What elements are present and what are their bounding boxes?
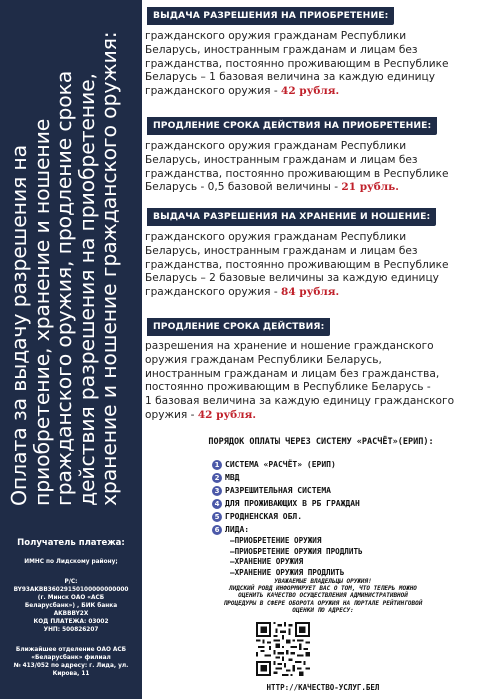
notice-line: ОЦЕНИТЬ КАЧЕСТВО ОСУЩЕСТВЛЕНИЯ АДМИНИСТРАТИВНОЙ bbox=[238, 592, 408, 600]
payee-line: AKBBBY2X bbox=[53, 611, 89, 617]
section-line: гражданства, постоянно проживающим в Республике bbox=[145, 57, 449, 70]
payee-line: BY93AKBB36029150100000000000 bbox=[13, 587, 129, 593]
order-step: 1 СИСТЕМА «РАСЧЁТ» (ЕРИП) bbox=[212, 458, 482, 471]
section-line: оружия - 42 рубля. bbox=[145, 408, 256, 421]
bank-line: Кирова, 11 bbox=[52, 671, 90, 677]
vertical-title: Оплата за выдачу разрешения на приобретение, хранение и ношение гражданского оружия, продление срока действия разрешения на приобретение, хранение и ношение гражданского оружия: bbox=[7, 31, 121, 506]
price-value: 84 рубля. bbox=[281, 286, 340, 299]
order-title: ПОРЯДОК ОПЛАТЫ ЧЕРЕЗ СИСТЕМУ «РАСЧЁТ»(ЕРИП): bbox=[208, 437, 434, 447]
section-title: ВЫДАЧА РАЗРЕШЕНИЯ НА ХРАНЕНИЕ И НОШЕНИЕ: bbox=[147, 208, 436, 226]
section-line: Беларусь, иностранным гражданам и лицам без bbox=[145, 153, 418, 166]
section-line: гражданства, постоянно проживающим в Республике bbox=[145, 167, 449, 180]
section-body bbox=[145, 340, 454, 423]
payee-line: Р/С: bbox=[64, 579, 78, 585]
section-line: гражданского оружия гражданам Республики bbox=[145, 231, 407, 243]
payee-line: ИМНС по Лидскому району; bbox=[24, 559, 118, 565]
section-line: Беларусь – 1 базовая величина за каждую единицу bbox=[145, 71, 436, 84]
section-line: 1 базовая величина за каждую единицу гражданского bbox=[145, 395, 455, 408]
section-line: Беларусь, иностранным гражданам и лицам без bbox=[145, 244, 418, 257]
section-line: Беларусь, иностранным гражданам и лицам без bbox=[145, 43, 418, 56]
order-step: 6 ЛИДА: bbox=[212, 523, 482, 536]
section-line: гражданства, постоянно проживающим в Республике bbox=[145, 258, 449, 271]
price-value: 42 рубля. bbox=[197, 408, 256, 421]
payee-block bbox=[0, 538, 142, 678]
section-body bbox=[145, 231, 449, 300]
payee-line: (г. Минск ОАО «АСБ bbox=[37, 595, 105, 601]
rating-site-link[interactable]: HTTP://КАЧЕСТВО-УСЛУГ.БЕЛ bbox=[266, 683, 380, 692]
section-line: иностранным гражданам и лицам без гражданства, bbox=[145, 367, 440, 380]
sidebar bbox=[0, 0, 142, 699]
step-number-badge: 3 bbox=[212, 486, 222, 496]
notice-line: УВАЖАЕМЫЕ ВЛАДЕЛЬЦЫ ОРУЖИЯ! bbox=[274, 578, 372, 585]
section-title: ВЫДАЧА РАЗРЕШЕНИЯ НА ПРИОБРЕТЕНИЕ: bbox=[147, 7, 394, 25]
section-line: Беларусь - 0,5 базовой величины - 21 рубль. bbox=[145, 181, 399, 194]
order-step: 5 ГРОДНЕНСКАЯ ОБЛ. bbox=[212, 510, 482, 523]
section-line: постоянно проживающим в Республике Беларусь - bbox=[145, 381, 431, 394]
section-body bbox=[145, 140, 449, 195]
qr-code-icon[interactable] bbox=[256, 622, 310, 676]
bank-line: Ближайшее отделение ОАО АСБ bbox=[15, 647, 127, 653]
order-step: 2 МВД bbox=[212, 471, 482, 484]
payee-line: КОД ПЛАТЕЖА: 03002 bbox=[33, 619, 109, 625]
order-sub-item: –ХРАНЕНИЕ ОРУЖИЯ bbox=[230, 557, 304, 566]
section-line: Беларусь – 2 базовые величины за каждую единицу bbox=[145, 272, 439, 285]
step-number-badge: 5 bbox=[212, 512, 222, 522]
notice-line: ОЦЕНКИ ПО АДРЕСУ: bbox=[292, 606, 354, 614]
notice-line: ЛИДСКИЙ РОВД ИНФОРМИРУЕТ ВАС О ТОМ, ЧТО ТЕПЕРЬ МОЖНО bbox=[229, 585, 417, 593]
order-sub-item: –ХРАНЕНИЕ ОРУЖИЯ ПРОДЛИТЬ bbox=[230, 567, 345, 577]
price-value: 42 рубля. bbox=[281, 85, 340, 98]
section-title: ПРОДЛЕНИЕ СРОКА ДЕЙСТВИЯ: bbox=[147, 318, 330, 336]
payee-line: УНП: 500826207 bbox=[43, 627, 99, 633]
notice-line: ПРОЦЕДУРЫ В СФЕРЕ ОБОРОТА ОРУЖИЯ НА ПОРТАЛЕ РЕЙТИНГОВОЙ bbox=[223, 599, 423, 607]
main-content bbox=[143, 0, 496, 699]
section-line: разрешения на хранение и ношение гражданского bbox=[145, 340, 434, 352]
step-number-badge: 4 bbox=[212, 499, 222, 509]
section-line: гражданского оружия гражданам Республики bbox=[145, 140, 407, 152]
order-step: 4 ДЛЯ ПРОЖИВАЮЩИХ В РБ ГРАЖДАН bbox=[212, 497, 482, 510]
payee-line: Беларусбанк») , БИК банка bbox=[24, 603, 118, 609]
bank-line: «Беларусбанк» филиал bbox=[31, 655, 111, 661]
bank-line: № 413/052 по адресу: г. Лида, ул. bbox=[13, 663, 129, 669]
section-title: ПРОДЛЕНИЕ СРОКА ДЕЙСТВИЯ НА ПРИОБРЕТЕНИЕ: bbox=[147, 117, 437, 135]
order-step: 3 РАЗРЕШИТЕЛЬНАЯ СИСТЕМА bbox=[212, 484, 482, 497]
section-line: гражданского оружия гражданам Республики bbox=[145, 30, 407, 42]
section-body bbox=[145, 30, 449, 99]
step-number-badge: 6 bbox=[212, 525, 222, 535]
section-line: оружия гражданам Республики Беларусь, bbox=[145, 353, 382, 366]
order-sub-item: –ПРИОБРЕТЕНИЕ ОРУЖИЯ bbox=[230, 536, 322, 545]
price-value: 21 рубль. bbox=[341, 181, 399, 194]
payee-heading: Получатель платежа: bbox=[17, 538, 125, 548]
section-line: гражданского оружия - 42 рубля. bbox=[145, 85, 340, 98]
order-steps bbox=[212, 458, 482, 578]
order-sub-item: –ПРИОБРЕТЕНИЕ ОРУЖИЯ ПРОДЛИТЬ bbox=[230, 546, 363, 556]
rating-notice bbox=[183, 578, 463, 614]
step-number-badge: 2 bbox=[212, 473, 222, 483]
step-number-badge: 1 bbox=[212, 460, 222, 470]
section-line: гражданского оружия - 84 рубля. bbox=[145, 286, 340, 299]
